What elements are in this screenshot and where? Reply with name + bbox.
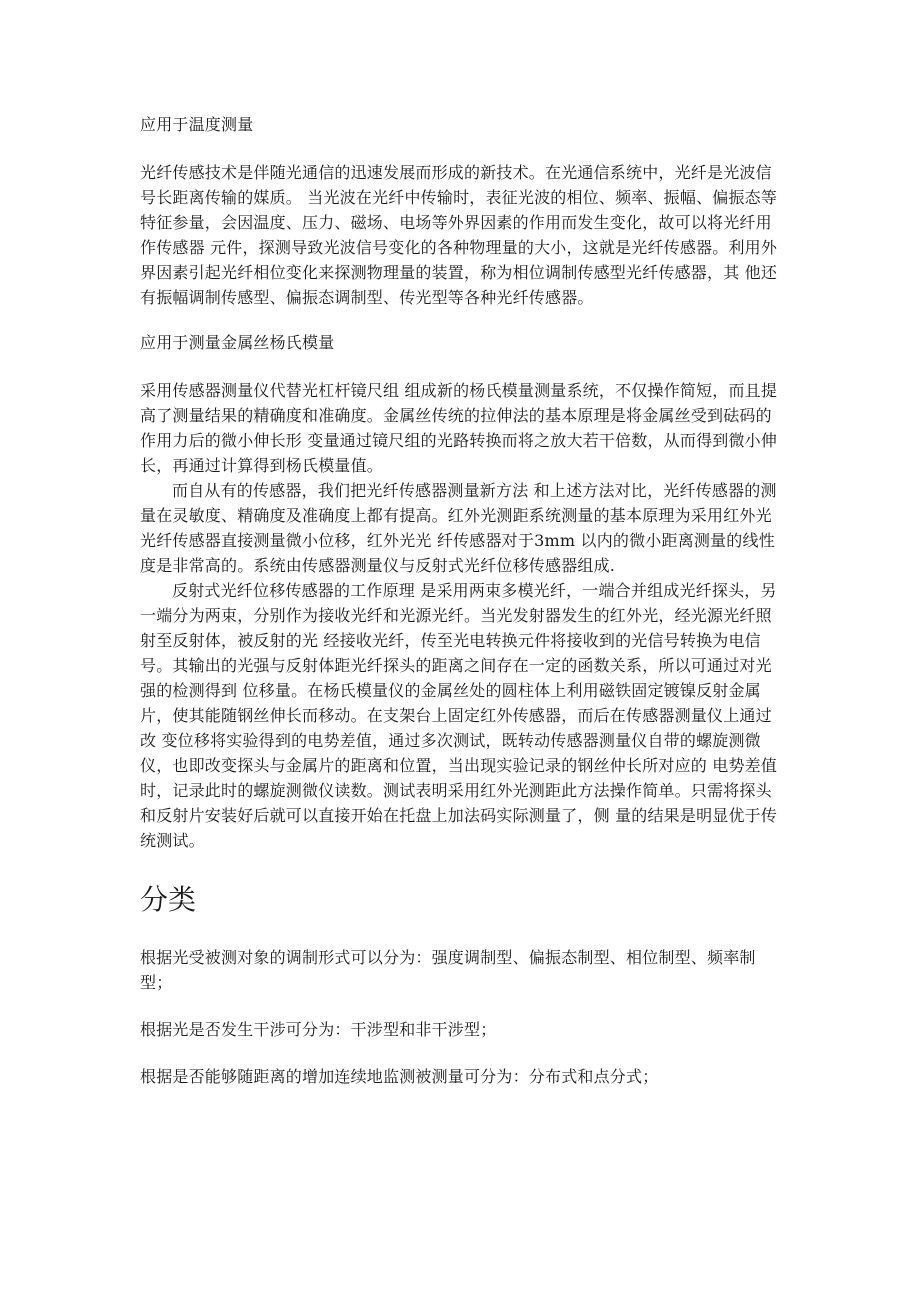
classification-heading: 分类 bbox=[140, 883, 197, 916]
classification-item-1: 根据光受被测对象的调制形式可以分为：强度调制型、偏振态制型、相位制型、频率制型； bbox=[140, 948, 756, 992]
classification-item-2: 根据光是否发生干涉可分为：干涉型和非干涉型； bbox=[140, 1020, 497, 1039]
paragraph-young-1: 采用传感器测量仪代替光杠杆镜尺组 组成新的杨氏模量测量系统，不仅操作简短，而且提高了测量结果的精确度和准确度。金属丝传统的拉伸法的基本原理是将金属丝受到砝码的作用力后的微小伸长形 变量通过镜尺组的光路转换而将之放大若干倍数，从而得到微小伸长，再通过计算得到杨氏模量值。 bbox=[140, 381, 778, 475]
section-title-young-modulus: 应用于测量金属丝杨氏模量 bbox=[140, 333, 335, 352]
classification-item-3: 根据是否能够随距离的增加连续地监测被测量可分为：分布式和点分式； bbox=[140, 1067, 659, 1086]
paragraph-young-2: 而自从有的传感器，我们把光纤传感器测量新方法 和上述方法对比，光纤传感器的测量在灵敏度、精确度及准确度上都有提高。红外光测距系统测量的基本原理为采用红外光光纤传感器直接测量微小位移，红外光光 纤传感器对于3mm 以内的微小距离测量的线性度是非常高的。系统由传感器测量仪与反射式光纤位移传感器组成. bbox=[140, 481, 777, 575]
document-page bbox=[140, 112, 782, 1111]
paragraph-temperature: 光纤传感技术是伴随光通信的迅速发展而形成的新技术。在光通信系统中，光纤是光波信号长距离传输的媒质。 当光波在光纤中传输时，表征光波的相位、频率、振幅、偏振态等特征参量，会因温度、压力、磁场、电场等外界因素的作用而发生变化，故可以将光纤用作传感器 元件，探测导致光波信号变化的各种物理量的大小，这就是光纤传感器。利用外界因素引起光纤相位变化来探测物理量的装置，称为相位调制传感型光纤传感器，其 他还有振幅调制传感型、偏振态调制型、传光型等各种光纤传感器。 bbox=[140, 163, 778, 307]
paragraph-young-3: 反射式光纤位移传感器的工作原理 是采用两束多模光纤，一端合并组成光纤探头，另一端分为两束，分别作为接收光纤和光源光纤。当光发射器发生的红外光，经光源光纤照射至反射体，被反射的光 经接收光纤，传至光电转换元件将接收到的光信号转换为电信号。其输出的光强与反射体距光纤探头的距离之间存在一定的函数关系，所以可通过对光强的检测得到 位移量。在杨氏模量仪的金属丝处的圆柱体上利用磁铁固定镀镍反射金属片，使其能随钢丝伸长而移动。在支架台上固定红外传感器，而后在传感器测量仪上通过改 变位移将实验得到的电势差值，通过多次测试，既转动传感器测量仪自带的螺旋测微仪，也即改变探头与金属片的距离和位置，当出现实验记录的钢丝仲长所对应的 电势差值时，记录此时的螺旋测微仪读数。测试表明采用红外光测距此方法操作简单。只需将探头和反射片安装好后就可以直接开始在托盘上加法码实际测量了，侧 量的结果是明显优于传统测试。 bbox=[140, 581, 778, 850]
section-title-temperature: 应用于温度测量 bbox=[140, 115, 254, 134]
